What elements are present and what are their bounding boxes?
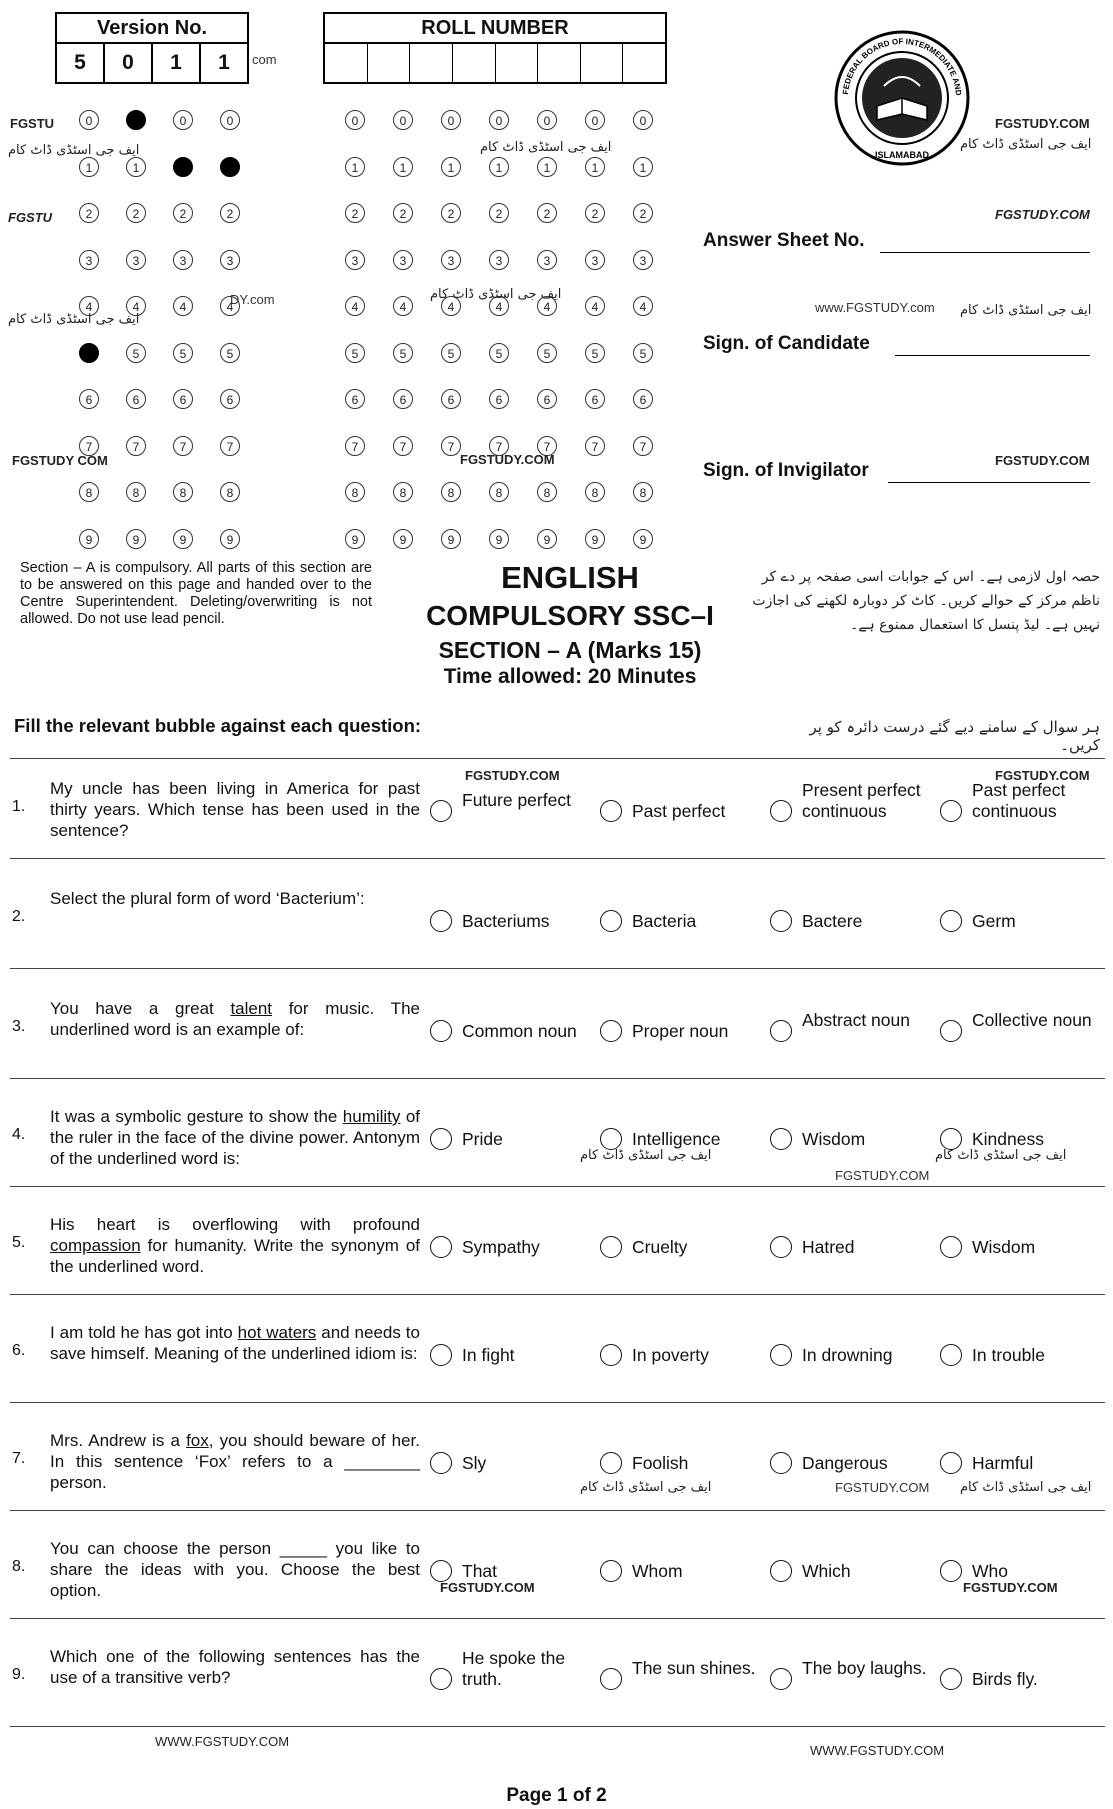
board-seal-icon (832, 28, 972, 168)
watermark-urdu: ایف جی اسٹڈی ڈاٹ کام (8, 312, 140, 327)
watermark-fgstudy: FGSTUDY.COM (440, 1580, 535, 1595)
question-text (50, 1214, 420, 1277)
question-number: 4. (12, 1126, 26, 1143)
digit-bubble[interactable]: 6 (537, 389, 557, 409)
digit-bubble[interactable]: 0 (489, 110, 509, 130)
option-bubble[interactable] (600, 800, 622, 822)
digit-bubble[interactable]: 4 (345, 296, 365, 316)
option-label: Who (972, 1560, 1008, 1581)
option-label: Bactere (802, 910, 863, 931)
option-label: Future perfect (462, 790, 571, 810)
digit-bubble[interactable]: 1 (220, 157, 240, 177)
digit-bubble[interactable]: 3 (537, 250, 557, 270)
option-bubble[interactable] (770, 1236, 792, 1258)
digit-bubble[interactable]: 6 (489, 389, 509, 409)
question-separator (10, 1294, 1105, 1295)
watermark-fgstudy-com: FGSTUDY COM (12, 453, 108, 468)
digit-bubble[interactable]: 5 (585, 343, 605, 363)
digit-bubble[interactable]: 5 (79, 343, 99, 363)
question-text-part: for humanity. Write the synonym of the underlined word. (50, 1236, 420, 1276)
option-label: The boy laughs. (802, 1658, 927, 1678)
option-label: In poverty (632, 1344, 709, 1365)
option-label: He spoke the truth. (462, 1647, 566, 1689)
option-label: Kindness (972, 1128, 1044, 1149)
section-title: SECTION – A (Marks 15) (438, 637, 702, 663)
option-label: Dangerous (802, 1452, 888, 1473)
option-bubble[interactable] (770, 1560, 792, 1582)
question-text-part: It was a symbolic gesture to show the (50, 1107, 343, 1126)
option-bubble[interactable] (430, 1128, 452, 1150)
option-label: Bacteriums (462, 910, 550, 931)
instructions-english: Section – A is compulsory. All parts of this section are to be answered on this page and handed over to the Centre Superintendent. Deleting/overwriting is not allowed. Do not use lead pencil. (20, 560, 372, 627)
watermark-fgstudy: FGSTUDY.COM (963, 1580, 1058, 1595)
digit-bubble[interactable]: 6 (173, 389, 193, 409)
digit-bubble[interactable]: 9 (441, 529, 461, 549)
watermark-fgstudy: FGSTUDY.COM (995, 768, 1090, 783)
roll-cell[interactable] (496, 44, 539, 82)
digit-bubble[interactable]: 0 (173, 110, 193, 130)
digit-bubble[interactable]: 3 (126, 250, 146, 270)
digit-bubble[interactable]: 9 (126, 529, 146, 549)
watermark-urdu: ایف جی اسٹڈی ڈاٹ کام (430, 287, 562, 302)
watermark-www: www.FGSTUDY.com (815, 300, 935, 315)
footer-left: WWW.FGSTUDY.COM (155, 1734, 290, 1749)
digit-bubble[interactable]: 0 (220, 110, 240, 130)
time-allowed: Time allowed: 20 Minutes (443, 665, 697, 688)
digit-bubble[interactable]: 4 (633, 296, 653, 316)
watermark-urdu: ایف جی اسٹڈی ڈاٹ کام (8, 143, 140, 158)
roll-cell[interactable] (325, 44, 368, 82)
watermark-fgstudy: FGSTUDY.COM (460, 452, 555, 467)
question-text: Which one of the following sentences has the use of a transitive verb? (50, 1647, 420, 1687)
underlined-word: hot waters (237, 1323, 317, 1342)
digit-bubble[interactable]: 1 (393, 157, 413, 177)
question-separator (10, 758, 1105, 759)
question-number: 7. (12, 1450, 26, 1467)
digit-bubble[interactable]: 4 (537, 296, 557, 316)
option-bubble[interactable] (430, 910, 452, 932)
digit-bubble[interactable]: 1 (79, 157, 99, 177)
digit-bubble[interactable]: 5 (173, 343, 193, 363)
digit-bubble[interactable]: 7 (441, 436, 461, 456)
logo-city: ISLAMABAD (875, 150, 929, 160)
digit-bubble[interactable]: 5 (489, 343, 509, 363)
watermark-urdu: ایف جی اسٹڈی ڈاٹ کام (580, 1148, 712, 1163)
option-label: In drowning (802, 1344, 893, 1365)
answer-sheet-label: Answer Sheet No. (703, 230, 865, 251)
digit-bubble[interactable]: 2 (220, 203, 240, 223)
digit-bubble[interactable]: 1 (489, 157, 509, 177)
option-label: The sun shines. (632, 1658, 756, 1678)
digit-bubble[interactable]: 2 (345, 203, 365, 223)
digit-bubble[interactable]: 6 (441, 389, 461, 409)
option-bubble[interactable] (600, 1452, 622, 1474)
question-text: You can choose the person _____ you like to share the ideas with you. Choose the best option. (50, 1539, 420, 1600)
option-bubble[interactable] (600, 1668, 622, 1690)
digit-bubble[interactable]: 7 (173, 436, 193, 456)
version-digit: 1 (218, 51, 230, 74)
sign-invigilator-field[interactable] (888, 482, 1090, 483)
digit-bubble[interactable]: 5 (345, 343, 365, 363)
underlined-word: compassion (50, 1236, 141, 1255)
option-label: Whom (632, 1560, 683, 1581)
digit-bubble[interactable]: 3 (489, 250, 509, 270)
digit-bubble[interactable]: 8 (345, 482, 365, 502)
digit-bubble[interactable]: 0 (633, 110, 653, 130)
digit-bubble[interactable]: 3 (173, 250, 193, 270)
digit-bubble[interactable]: 4 (79, 296, 99, 316)
digit-bubble[interactable]: 2 (633, 203, 653, 223)
digit-bubble[interactable]: 6 (393, 389, 413, 409)
roll-cell[interactable] (453, 44, 496, 82)
digit-bubble[interactable]: 3 (393, 250, 413, 270)
option-bubble[interactable] (940, 1560, 962, 1582)
option-bubble[interactable] (430, 1344, 452, 1366)
digit-bubble[interactable]: 5 (633, 343, 653, 363)
digit-bubble[interactable]: 2 (173, 203, 193, 223)
digit-bubble[interactable]: 7 (79, 436, 99, 456)
digit-bubble[interactable]: 4 (393, 296, 413, 316)
option-label: Common noun (462, 1020, 577, 1041)
digit-bubble[interactable]: 9 (489, 529, 509, 549)
question-text: My uncle has been living in America for past thirty years. Which tense has been used in the sentence? (50, 779, 420, 840)
digit-bubble[interactable]: 1 (441, 157, 461, 177)
option-label: In trouble (972, 1344, 1045, 1365)
digit-bubble[interactable]: 5 (537, 343, 557, 363)
version-box (55, 12, 249, 84)
digit-bubble[interactable]: 8 (393, 482, 413, 502)
question-number: 6. (12, 1342, 26, 1359)
question-number: 2. (12, 908, 26, 925)
option-bubble[interactable] (600, 1344, 622, 1366)
question-text-part: of the ruler in the face of the divine power. Antonym of the underlined word is: (50, 1107, 420, 1168)
question-text (50, 1322, 420, 1364)
digit-bubble[interactable]: 1 (633, 157, 653, 177)
sign-candidate-label: Sign. of Candidate (703, 333, 870, 354)
option-label: Present perfect continuous (802, 779, 921, 821)
option-bubble[interactable] (940, 1020, 962, 1042)
digit-bubble[interactable]: 1 (126, 157, 146, 177)
watermark-fgstudy: FGSTUDY.COM (995, 207, 1090, 222)
question-separator (10, 968, 1105, 969)
question-text-part: I am told he has got into (50, 1323, 238, 1342)
digit-bubble[interactable]: 3 (345, 250, 365, 270)
option-bubble[interactable] (430, 1452, 452, 1474)
version-digit: 5 (57, 44, 105, 82)
version-label: Version No. (57, 14, 247, 44)
digit-bubble[interactable]: 8 (489, 482, 509, 502)
watermark-com: com (252, 52, 277, 67)
option-label: Intelligence (632, 1128, 721, 1149)
option-label: Hatred (802, 1236, 855, 1257)
digit-bubble[interactable]: 7 (633, 436, 653, 456)
sign-candidate-field[interactable] (895, 355, 1090, 356)
option-bubble[interactable] (940, 800, 962, 822)
question-text-part: His heart is overflowing with profound (50, 1215, 420, 1234)
digit-bubble[interactable]: 9 (345, 529, 365, 549)
watermark-fgstu: FGSTU (8, 210, 53, 225)
option-bubble[interactable] (940, 1668, 962, 1690)
digit-bubble[interactable]: 8 (441, 482, 461, 502)
digit-bubble[interactable]: 3 (79, 250, 99, 270)
option-label: That (462, 1560, 498, 1581)
digit-bubble[interactable]: 7 (393, 436, 413, 456)
fill-instruction-urdu: ہر سوال کے سامنے دیے گئے درست دائرہ کو پر کریں۔ (809, 718, 1100, 754)
watermark-fgstudy: FGSTUDY.COM (995, 116, 1090, 131)
watermark-urdu: ایف جی اسٹڈی ڈاٹ کام (960, 137, 1092, 152)
digit-bubble[interactable]: 3 (585, 250, 605, 270)
option-bubble[interactable] (770, 1344, 792, 1366)
watermark-urdu: ایف جی اسٹڈی ڈاٹ کام (480, 140, 612, 155)
option-label: Past perfect continuous (972, 779, 1066, 821)
digit-bubble[interactable]: 3 (633, 250, 653, 270)
digit-bubble[interactable]: 6 (345, 389, 365, 409)
option-bubble[interactable] (600, 1236, 622, 1258)
option-label: Sly (462, 1452, 487, 1473)
digit-bubble[interactable]: 7 (489, 436, 509, 456)
digit-bubble[interactable]: 7 (126, 436, 146, 456)
digit-bubble[interactable]: 9 (393, 529, 413, 549)
question-number: 3. (12, 1018, 26, 1035)
digit-bubble[interactable]: 1 (585, 157, 605, 177)
question-text (50, 998, 420, 1040)
question-text-part: and needs to save himself. Meaning of the underlined idiom is: (50, 1323, 420, 1363)
option-label: Wisdom (802, 1128, 866, 1149)
question-number: 9. (12, 1666, 26, 1683)
digit-bubble[interactable]: 2 (79, 203, 99, 223)
instructions-urdu: حصہ اول لازمی ہے۔ اس کے جوابات اسی صفحہ پر دے کر ناظم مرکز کے حوالے کریں۔ کاٹ کر دوبارہ لکھنے کی اجازت نہیں ہے۔ لیڈ پنسل کا استعمال ممنوع ہے۔ (752, 569, 1100, 633)
watermark-fgstudy: FGSTUDY.COM (465, 768, 560, 783)
option-bubble[interactable] (600, 1560, 622, 1582)
option-bubble[interactable] (940, 910, 962, 932)
option-bubble[interactable] (430, 800, 452, 822)
option-label: Collective noun (972, 1010, 1092, 1030)
digit-bubble[interactable]: 8 (126, 482, 146, 502)
question-separator (10, 858, 1105, 859)
option-label: Bacteria (632, 910, 697, 931)
digit-bubble[interactable]: 9 (220, 529, 240, 549)
question-text-part: You have a great (50, 999, 231, 1018)
question-separator (10, 1402, 1105, 1403)
roll-cell[interactable] (410, 44, 453, 82)
option-label: In fight (462, 1344, 515, 1365)
digit-bubble[interactable]: 6 (585, 389, 605, 409)
answer-sheet-field[interactable] (880, 252, 1090, 253)
watermark-fgstudy: FGSTUDY.COM (835, 1480, 930, 1495)
digit-bubble[interactable]: 4 (489, 296, 509, 316)
footer-right: WWW.FGSTUDY.COM (810, 1743, 945, 1758)
digit-bubble[interactable]: 5 (220, 343, 240, 363)
watermark-urdu: ایف جی اسٹڈی ڈاٹ کام (960, 303, 1092, 318)
digit-bubble[interactable]: 8 (633, 482, 653, 502)
option-bubble[interactable] (940, 1452, 962, 1474)
option-bubble[interactable] (770, 1452, 792, 1474)
digit-bubble[interactable]: 0 (79, 110, 99, 130)
underlined-word: humility (342, 1107, 401, 1126)
question-number: 5. (12, 1234, 26, 1251)
option-label: Foolish (632, 1452, 689, 1473)
option-bubble[interactable] (770, 1020, 792, 1042)
question-separator (10, 1510, 1105, 1511)
roll-number-label: ROLL NUMBER (325, 14, 665, 44)
digit-bubble[interactable]: 3 (441, 250, 461, 270)
digit-bubble[interactable]: 3 (220, 250, 240, 270)
digit-bubble[interactable]: 8 (173, 482, 193, 502)
version-digit: 1 (153, 44, 201, 82)
fill-instruction: Fill the relevant bubble against each question: (14, 715, 422, 736)
watermark-dy-com: DY.com (230, 292, 275, 307)
digit-bubble[interactable]: 6 (220, 389, 240, 409)
digit-bubble[interactable]: 1 (537, 157, 557, 177)
roll-cell[interactable] (538, 44, 581, 82)
digit-bubble[interactable]: 9 (585, 529, 605, 549)
sign-invigilator-label: Sign. of Invigilator (703, 460, 869, 481)
option-label: Germ (972, 910, 1016, 931)
watermark-urdu: ایف جی اسٹڈی ڈاٹ کام (935, 1148, 1067, 1163)
question-text (50, 1430, 420, 1493)
digit-bubble[interactable]: 0 (441, 110, 461, 130)
option-bubble[interactable] (430, 1236, 452, 1258)
digit-bubble[interactable]: 8 (220, 482, 240, 502)
digit-bubble[interactable]: 8 (537, 482, 557, 502)
digit-bubble[interactable]: 2 (537, 203, 557, 223)
watermark-fgstudy: FGSTUDY.COM (995, 453, 1090, 468)
board-logo (832, 28, 972, 168)
digit-bubble[interactable]: 0 (585, 110, 605, 130)
digit-bubble[interactable]: 9 (633, 529, 653, 549)
option-label: Past perfect (632, 800, 726, 821)
option-label: Birds fly. (972, 1668, 1038, 1689)
question-separator (10, 1618, 1105, 1619)
watermark-fgstu: FGSTU (10, 116, 55, 131)
question-separator (10, 1078, 1105, 1079)
digit-bubble[interactable]: 9 (79, 529, 99, 549)
option-label: Wisdom (972, 1236, 1036, 1257)
digit-bubble[interactable]: 6 (633, 389, 653, 409)
option-bubble[interactable] (770, 910, 792, 932)
digit-bubble[interactable]: 8 (585, 482, 605, 502)
subject-title: ENGLISH (501, 560, 639, 595)
digit-bubble[interactable]: 1 (173, 157, 193, 177)
digit-bubble[interactable]: 4 (173, 296, 193, 316)
digit-bubble[interactable]: 2 (393, 203, 413, 223)
option-bubble[interactable] (940, 1236, 962, 1258)
digit-bubble[interactable]: 0 (393, 110, 413, 130)
subject-subtitle: COMPULSORY SSC–I (426, 600, 714, 631)
digit-bubble[interactable]: 2 (585, 203, 605, 223)
digit-bubble[interactable]: 2 (489, 203, 509, 223)
question-text (50, 1106, 420, 1169)
version-digit: 0 (105, 44, 153, 82)
watermark-urdu: ایف جی اسٹڈی ڈاٹ کام (960, 1480, 1092, 1495)
roll-cell[interactable] (368, 44, 411, 82)
question-number: 8. (12, 1558, 26, 1575)
watermark-urdu: ایف جی اسٹڈی ڈاٹ کام (580, 1480, 712, 1495)
question-text-part: , you should beware of her. In this sentence ‘Fox’ refers to a ________ person. (50, 1431, 420, 1492)
question-separator (10, 1726, 1105, 1727)
option-bubble[interactable] (600, 1128, 622, 1150)
digit-bubble[interactable]: 8 (79, 482, 99, 502)
option-label: Proper noun (632, 1020, 729, 1041)
option-bubble[interactable] (770, 1668, 792, 1690)
option-bubble[interactable] (430, 1668, 452, 1690)
question-text-part: Mrs. Andrew is a (50, 1431, 187, 1450)
digit-bubble[interactable]: 6 (126, 389, 146, 409)
digit-bubble[interactable]: 4 (585, 296, 605, 316)
roll-cell[interactable] (581, 44, 624, 82)
digit-bubble[interactable]: 0 (345, 110, 365, 130)
option-bubble[interactable] (600, 1020, 622, 1042)
watermark-fgstudy: FGSTUDY.COM (835, 1168, 930, 1183)
underlined-word: fox (186, 1431, 209, 1450)
option-label: Cruelty (632, 1236, 688, 1257)
option-bubble[interactable] (940, 1128, 962, 1150)
digit-bubble[interactable]: 0 (126, 110, 146, 130)
roll-number-box (323, 12, 667, 84)
option-bubble[interactable] (940, 1344, 962, 1366)
page-number: Page 1 of 2 (506, 1785, 607, 1806)
logo-text: FEDERAL BOARD OF INTERMEDIATE AND (841, 36, 963, 96)
question-text: Select the plural form of word ‘Bacterium’: (50, 889, 365, 908)
digit-bubble[interactable]: 7 (220, 436, 240, 456)
question-separator (10, 1186, 1105, 1187)
option-bubble[interactable] (600, 910, 622, 932)
digit-bubble[interactable]: 9 (173, 529, 193, 549)
question-text-part: for music. The underlined word is an example of: (50, 999, 420, 1039)
option-label: Harmful (972, 1452, 1034, 1473)
option-bubble[interactable] (430, 1560, 452, 1582)
option-label: Abstract noun (802, 1010, 910, 1030)
option-label: Which (802, 1560, 851, 1581)
digit-bubble[interactable]: 7 (585, 436, 605, 456)
digit-bubble[interactable]: 7 (537, 436, 557, 456)
digit-bubble[interactable]: 4 (126, 296, 146, 316)
digit-bubble[interactable]: 2 (441, 203, 461, 223)
digit-bubble[interactable]: 5 (441, 343, 461, 363)
option-bubble[interactable] (770, 1128, 792, 1150)
digit-bubble[interactable]: 7 (345, 436, 365, 456)
digit-bubble[interactable]: 9 (537, 529, 557, 549)
digit-bubble[interactable]: 5 (393, 343, 413, 363)
digit-bubble[interactable]: 0 (537, 110, 557, 130)
digit-bubble[interactable]: 1 (345, 157, 365, 177)
digit-bubble[interactable]: 6 (79, 389, 99, 409)
digit-bubble[interactable]: 2 (126, 203, 146, 223)
digit-bubble[interactable]: 5 (126, 343, 146, 363)
digit-bubble[interactable]: 4 (220, 296, 240, 316)
option-label: Sympathy (462, 1236, 540, 1257)
underlined-word: talent (230, 999, 273, 1018)
digit-bubble[interactable]: 4 (441, 296, 461, 316)
question-number: 1. (12, 798, 26, 815)
roll-cell[interactable] (623, 44, 665, 82)
option-bubble[interactable] (770, 800, 792, 822)
option-label: Pride (462, 1128, 503, 1149)
option-bubble[interactable] (430, 1020, 452, 1042)
